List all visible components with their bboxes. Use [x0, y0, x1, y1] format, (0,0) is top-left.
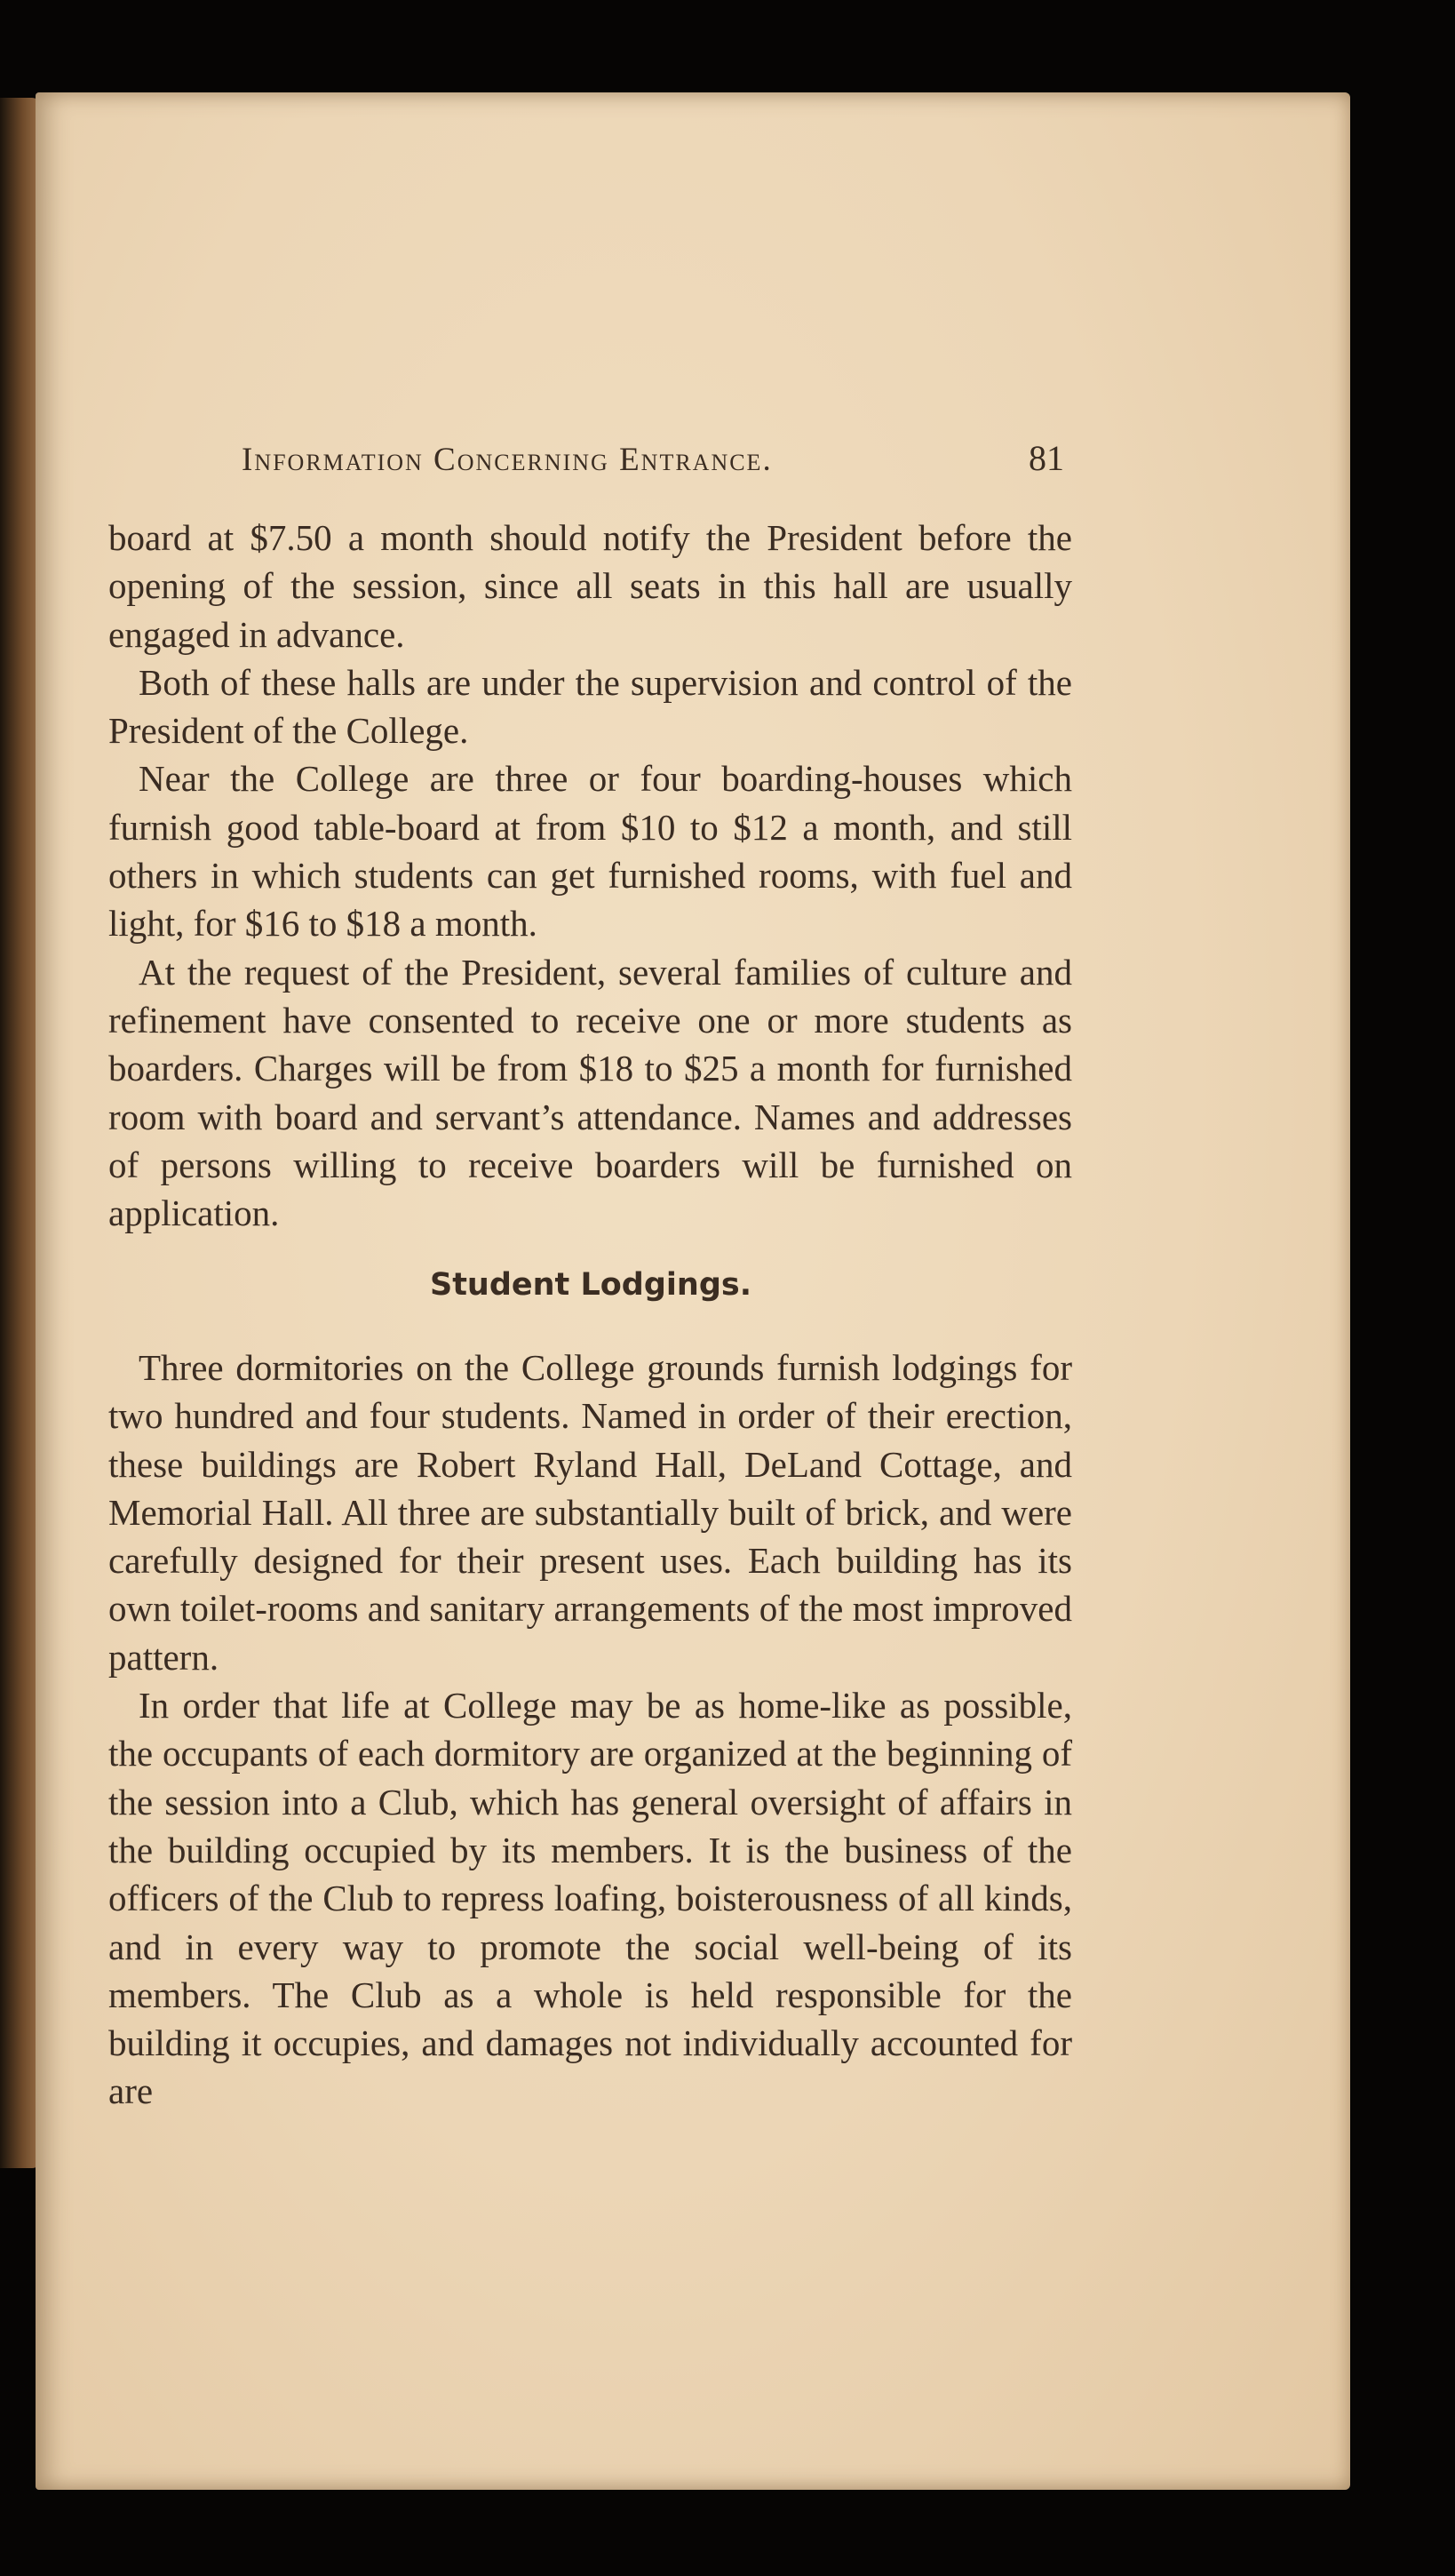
page-number: 81	[1029, 438, 1064, 478]
body-text-top	[108, 514, 1072, 1237]
paragraph: Three dormitories on the College grounds furnish lodgings for two hundred and four students. Named in order of their erection, these buildings are Robert Ryland Hall, DeLand Cottage, and Memorial Hall. All three are substantially built of brick, and were carefully designed for their present uses. Each building has its own toilet-rooms and sanitary arrangements of the most improved pattern.	[108, 1347, 1072, 1678]
paragraph: Near the College are three or four boarding-houses which furnish good table-board at from $10 to $12 a month, and still others in which students can get furnished rooms, with fuel and light, for $16 to $18 a month.	[108, 758, 1072, 945]
section-heading: Student Lodgings.	[429, 1267, 752, 1303]
paragraph: board at $7.50 a month should notify the President before the opening of the session, since all seats in this hall are usually engaged in advance.	[108, 517, 1072, 655]
paragraph: At the request of the President, several families of culture and refinement have consented to receive one or more students as boarders. Charges will be from $18 to $25 a month for furnished room with board and servant’s attendance. Names and addresses of persons willing to receive boarders will be furnished on application.	[108, 951, 1072, 1234]
running-header: Information Concerning Entrance.	[242, 442, 773, 478]
paragraph: In order that life at College may be as home-like as possible, the occupants of each dormitory are organized at the beginning of the session into a Club, which has general oversight of affairs in the building occupied by its members. It is the business of the officers of the Club to repress loafing, boisterousness of all kinds, and in every way to promote the social well-being of its members. The Club as a whole is held responsible for the building it occupies, and damages not individually accounted for are	[108, 1685, 1072, 2112]
paragraph: Both of these halls are under the supervision and control of the President of the College.	[108, 661, 1072, 752]
body-text-bottom	[108, 1344, 1072, 2116]
book-page	[36, 92, 1350, 2490]
